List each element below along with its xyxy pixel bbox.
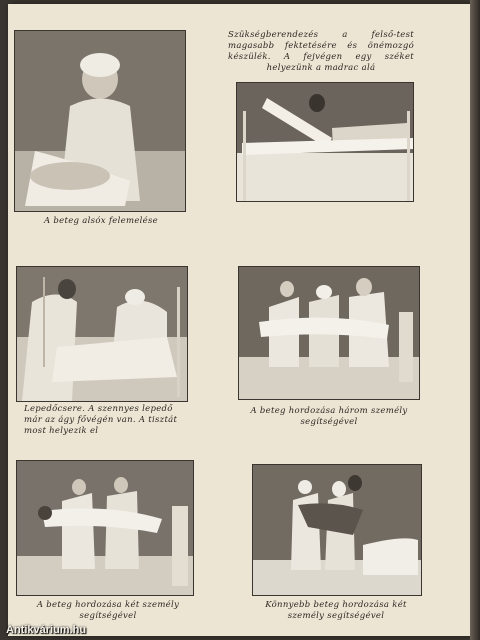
light-patient-carry-image (253, 465, 421, 595)
caption-photo-4: A beteg hordozása három személy segítségével (250, 406, 408, 427)
photo-bed-backrest (236, 82, 414, 202)
nurse-lifting-image (15, 31, 185, 211)
three-person-carry-image (239, 267, 419, 399)
bed-backrest-image (237, 83, 413, 201)
caption-top-right: Szükségberendezés a felső-test magasabb fektetésére és önémozgó készülék. A fejvégen egy széket helyezünk a madrac alá (228, 30, 414, 73)
photo-light-patient-carry (252, 464, 422, 596)
two-person-carry-image (17, 461, 193, 595)
book-spine (470, 0, 480, 640)
sheet-change-image (17, 267, 187, 401)
photo-two-person-carry (16, 460, 194, 596)
caption-photo-5: A beteg hordozása két személy segítségével (36, 600, 180, 621)
photo-sheet-change (16, 266, 188, 402)
photo-three-person-carry (238, 266, 420, 400)
photo-nurse-lifting-legs (14, 30, 186, 212)
caption-photo-6: Könnyebb beteg hordozása két személy segítségével (265, 600, 407, 621)
book-page (8, 4, 470, 636)
watermark: Antikvárium.hu (6, 624, 87, 636)
caption-photo-1: A beteg alsóx felemelése (43, 216, 159, 226)
caption-photo-3: Lepedőcsere. A szennyes lepedő már az ágy fővégén van. A tisztát most helyezik el (24, 404, 178, 436)
